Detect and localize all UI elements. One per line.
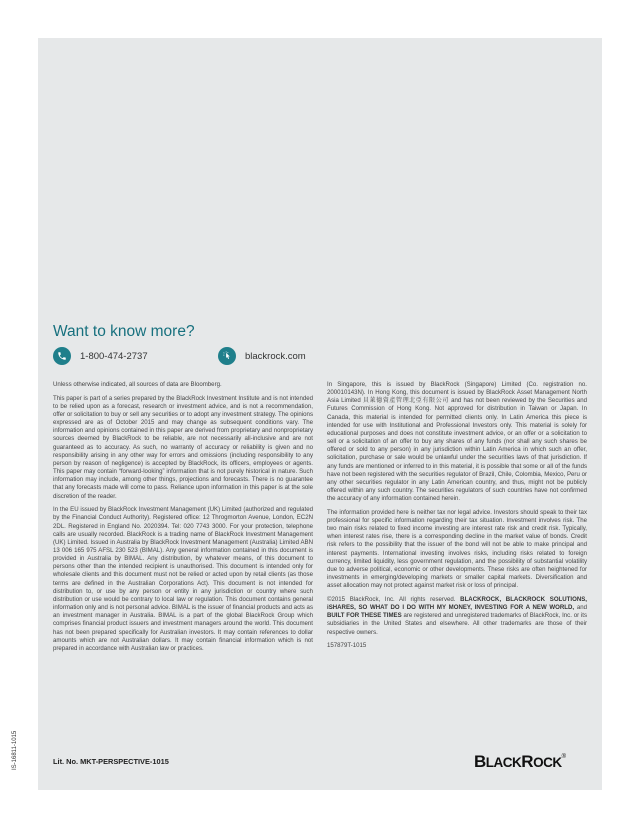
phone-number: 1-800-474-2737 [80,350,148,362]
cursor-click-icon [218,347,236,365]
trademark-brands-2: BUILT FOR THESE TIMES [327,612,402,620]
disclaimer-paragraph: Unless otherwise indicated, all sources of data are Bloomberg. [53,381,222,388]
trademark-paragraph [327,596,587,637]
disclaimer-paragraph: In the EU issued by BlackRock Investment Management (UK) Limited (authorized and regulated by the Financial Conduct Authority). Registered office: 12 Throgmorton Avenue, London, EC2N 2DL. Registered in England No. 2020394. Tel: 020 7743 3000. For your protection, telephone calls are usually recorded. BlackRock is a trading name of BlackRock Investment Management (UK) Limited. Issued in Australia by BlackRock Investment Management (Australia) Limited ABN 13 006 165 975 AFSL 230 523 (BIMAL). Any general information contained in this document is provided in Australia by BIMAL. Any distribution, by whatever means, of this document to persons other than the intended recipient is unauthorised. This document is intended only for wholesale clients and this document must not be relied or acted upon by retail clients (as those terms are defined in the Australian Corporations Act). This document is not intended for distribution to, or use by any person or entity in any jurisdiction or country where such distribution or use would be contrary to local law or regulation. This document contains general information only and is not personal advice. BIMAL is the issuer of financial products and acts as an investment manager in Australia. BIMAL is a part of the global BlackRock Group which comprises financial product issuers and investment managers around the world. This document has not been prepared specifically for Australian investors. It may contain references to dollar amounts which are not Australian dollars. It may contain financial information which is not prepared in accordance with Australian law or practices. [53,506,313,652]
blackrock-logo: BLACKROCK® [474,752,566,771]
copyright-text: ©2015 BlackRock, Inc. All rights reserved. [327,595,456,603]
page-heading: Want to know more? [53,323,195,340]
disclaimer-paragraph: This paper is part of a series prepared by the BlackRock Investment Institute and is not intended to be relied upon as a forecast, research or investment advice, and is not a recommendation, offer or solicitation to buy or sell any securities or to adopt any investment strategy. The opinions expressed are as of October 2015 and may change as subsequent conditions vary. The information and opinions contained in this paper are derived from proprietary and nonproprietary sources deemed by BlackRock to be reliable, are not necessarily all-inclusive and are not guaranteed as to accuracy. As such, no warranty of accuracy or reliability is given and no responsibility arising in any other way for errors and omissions (including responsibility to any person by reason of negligence) is accepted by BlackRock, its officers, employees or agents. This paper may contain “forward-looking” information that is not purely historical in nature. Such information may include, among other things, projections and forecasts. There is no guarantee that any forecasts made will come to pass. Reliance upon information in this paper is at the sole discretion of the reader. [53,394,313,500]
website-contact[interactable] [218,346,306,366]
trademark-suffix: are registered and unregistered trademarks of BlackRock, Inc. or its subsidiaries in the United States and elsewhere. All other trademarks are those of their respective owners. [327,612,587,636]
side-code: IS-16811-1015 [12,730,18,770]
trademark-and: and [576,604,587,612]
disclaimer-right-column [327,381,587,656]
disclaimer-paragraph: The information provided here is neither tax nor legal advice. Investors should speak to their tax professional for specific information regarding their tax situation. Investment involves risk. The two main risks related to fixed income investing are interest rate risk and credit risk. Typically, when interest rates rise, there is a corresponding decline in the market value of bonds. Credit risk refers to the possibility that the issuer of the bond will not be able to make principal and interest payments. International investing involves risks, including risks related to foreign currency, limited liquidity, less government regulation, and the possibility of substantial volatility due to adverse political, economic or other developments. These risks are often heightened for investments in emerging/developing markets or smaller capital markets. Diversification and asset allocation may not protect against market risk or loss of principal. [327,508,587,590]
phone-contact[interactable] [53,346,148,366]
phone-icon [53,347,71,365]
disclaimer-left-column [53,381,313,659]
trademark-brands: BLACKROCK, BLACKROCK SOLUTIONS, iSHARES, SO WHAT DO I DO WITH MY MONEY, INVESTING FOR A NEW WORLD, [327,595,587,612]
disclaimer-paragraph: In Singapore, this is issued by BlackRock (Singapore) Limited (Co. registration no. 200010143N). In Hong Kong, this document is issued by BlackRock Asset Management North Asia Limited 貝萊德資產管理北亞有限公司 and has not been reviewed by the Securities and Futures Commission of Hong Kong. Not approved for distribution in Taiwan or Japan. In Canada, this material is intended for permitted clients only. In Latin America this piece is intended for use with Institutional and Professional Investors only. This material is solely for educational purposes and does not constitute investment advice, or an offer or a solicitation to sell or a solicitation of an offer to buy any shares of any funds (nor shall any such shares be offered or sold to any person) in any jurisdiction within Latin America in which such an offer, solicitation, purchase or sale would be unlawful under the securities laws of that jurisdiction. If any funds are mentioned or inferred to in this material, it is possible that some or all of the funds have not been registered with the securities regulator of Brazil, Chile, Colombia, Mexico, Peru or any other securities regulator in any Latin American country, and thus, might not be publicly offered within any such country. The securities regulators of such countries have not confirmed the accuracy of any information contained herein. [327,381,587,503]
lit-number: Lit. No. MKT-PERSPECTIVE-1015 [53,757,169,766]
document-code: 157879T-1015 [327,642,367,650]
website-link[interactable]: blackrock.com [245,350,306,362]
